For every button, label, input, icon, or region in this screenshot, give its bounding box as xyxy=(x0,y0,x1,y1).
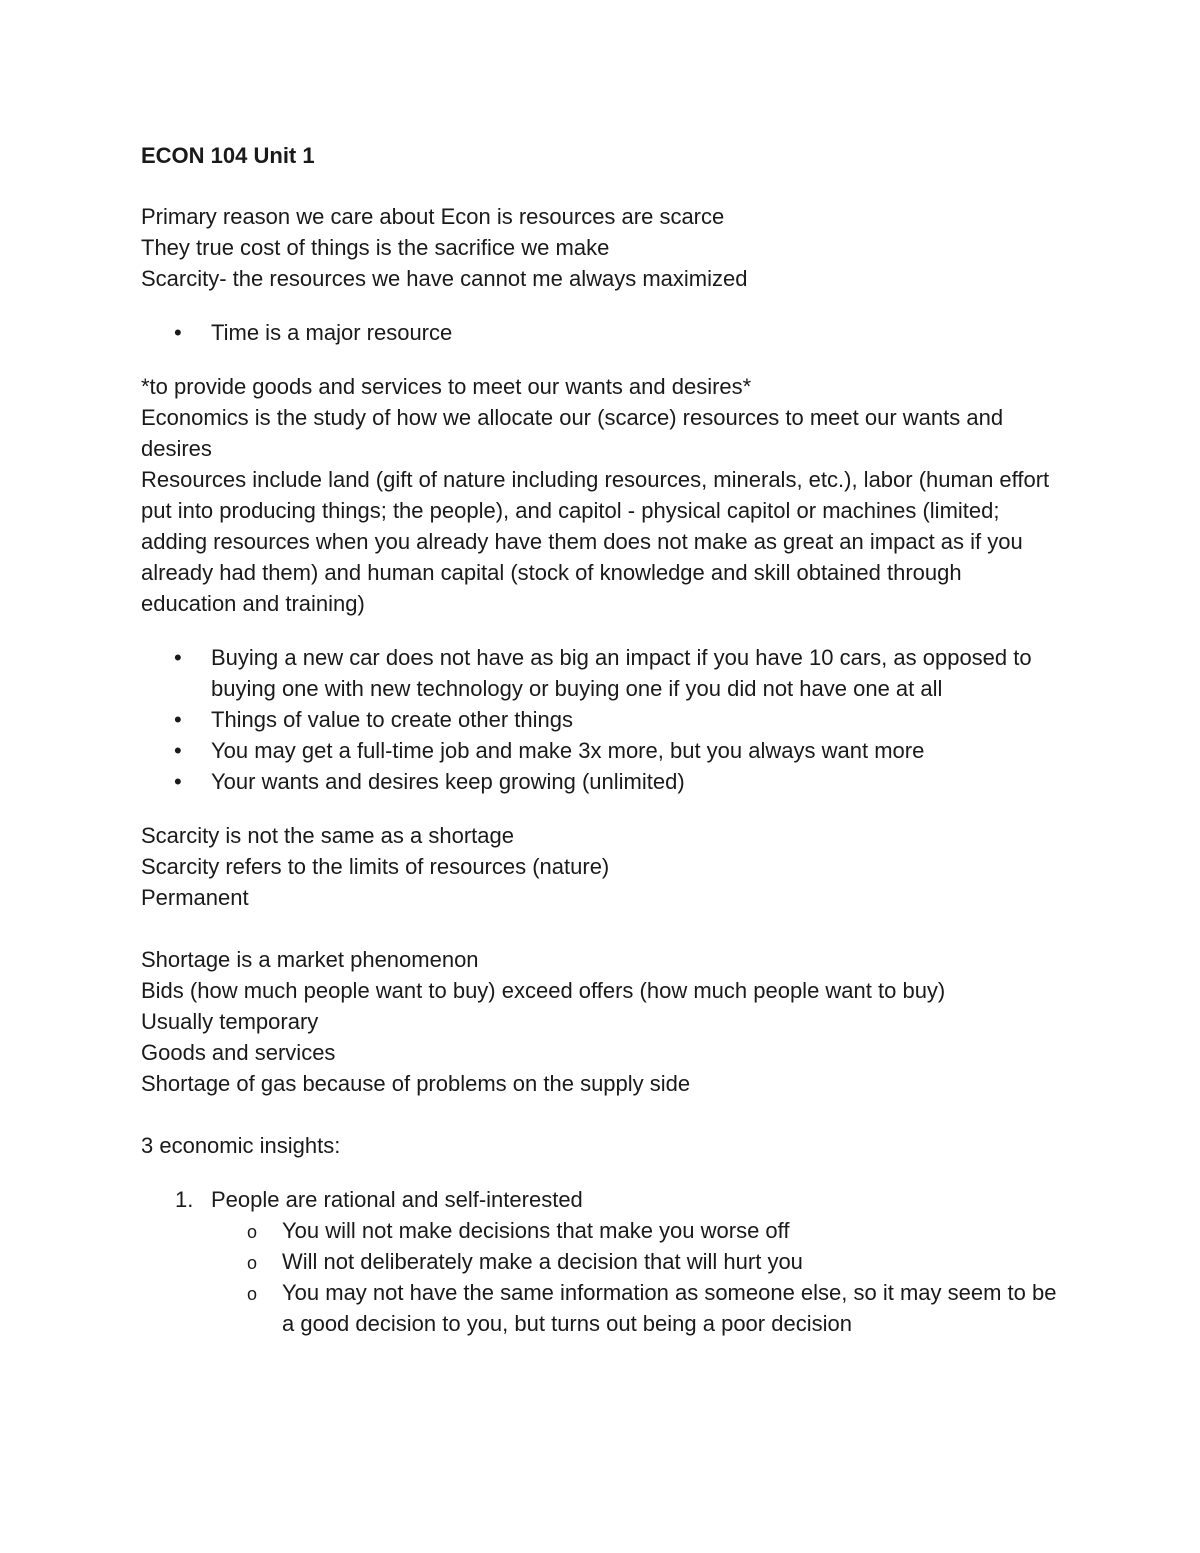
list-item xyxy=(141,1184,1061,1215)
document-body xyxy=(141,140,1061,1339)
sub-bullet-list xyxy=(141,1215,1061,1339)
sub-bullet-icon: o xyxy=(247,1222,258,1242)
scarcity-line: Permanent xyxy=(141,885,249,910)
list-item-text: You may get a full-time job and make 3x more, but you always want more xyxy=(211,738,925,763)
bullet-list-examples xyxy=(141,642,1061,797)
bullet-list-resources xyxy=(141,317,1061,348)
list-item-text: You will not make decisions that make you worse off xyxy=(282,1218,790,1243)
insights-heading: 3 economic insights: xyxy=(141,1133,341,1158)
list-item xyxy=(141,1246,1061,1277)
list-item xyxy=(141,1215,1061,1246)
shortage-line: Usually temporary xyxy=(141,1009,319,1034)
bullet-icon: • xyxy=(174,769,182,794)
list-item-text: Buying a new car does not have as big an impact if you have 10 cars, as opposed to buying one with new technology or buying one if you did not have one at all xyxy=(211,645,1032,701)
list-item xyxy=(141,704,1061,735)
intro-line: Scarcity- the resources we have cannot me always maximized xyxy=(141,266,748,291)
list-item-text: Will not deliberately make a decision that will hurt you xyxy=(282,1249,803,1274)
bullet-icon: • xyxy=(174,707,182,732)
shortage-line: Shortage is a market phenomenon xyxy=(141,947,479,972)
list-item-text: Things of value to create other things xyxy=(211,707,573,732)
bullet-icon: • xyxy=(174,738,182,763)
document-title: ECON 104 Unit 1 xyxy=(141,143,315,168)
list-item xyxy=(141,317,1061,348)
sub-bullet-icon: o xyxy=(247,1284,258,1304)
shortage-line: Goods and services xyxy=(141,1040,336,1065)
paragraph: *to provide goods and services to meet our wants and desires* xyxy=(141,374,752,399)
sub-bullet-icon: o xyxy=(247,1253,258,1273)
shortage-line: Shortage of gas because of problems on the supply side xyxy=(141,1071,691,1096)
intro-line: Primary reason we care about Econ is resources are scarce xyxy=(141,204,725,229)
bullet-icon: • xyxy=(174,320,182,345)
shortage-line: Bids (how much people want to buy) exceed offers (how much people want to buy) xyxy=(141,978,946,1003)
list-item-text: People are rational and self-interested xyxy=(211,1187,583,1212)
paragraph: Economics is the study of how we allocate our (scarce) resources to meet our wants and desires xyxy=(141,405,1004,461)
list-number: 1. xyxy=(175,1187,194,1212)
list-item xyxy=(141,642,1061,704)
list-item-text: Your wants and desires keep growing (unlimited) xyxy=(211,769,685,794)
list-item xyxy=(141,1277,1061,1339)
list-item-text: Time is a major resource xyxy=(211,320,453,345)
list-item-text: You may not have the same information as someone else, so it may seem to be a good decision to you, but turns out being a poor decision xyxy=(282,1280,1057,1336)
scarcity-line: Scarcity refers to the limits of resources (nature) xyxy=(141,854,610,879)
list-item xyxy=(141,766,1061,797)
list-item xyxy=(141,735,1061,766)
paragraph: Resources include land (gift of nature including resources, minerals, etc.), labor (human effort put into producing things; the people), and capitol - physical capitol or machines (limited; adding resources when you already have them does not make as great an impact as if you already had them) and human capital (stock of knowledge and skill obtained through education and training) xyxy=(141,467,1050,616)
numbered-list-insights xyxy=(141,1184,1061,1215)
intro-line: They true cost of things is the sacrifice we make xyxy=(141,235,610,260)
bullet-icon: • xyxy=(174,645,182,670)
scarcity-line: Scarcity is not the same as a shortage xyxy=(141,823,514,848)
